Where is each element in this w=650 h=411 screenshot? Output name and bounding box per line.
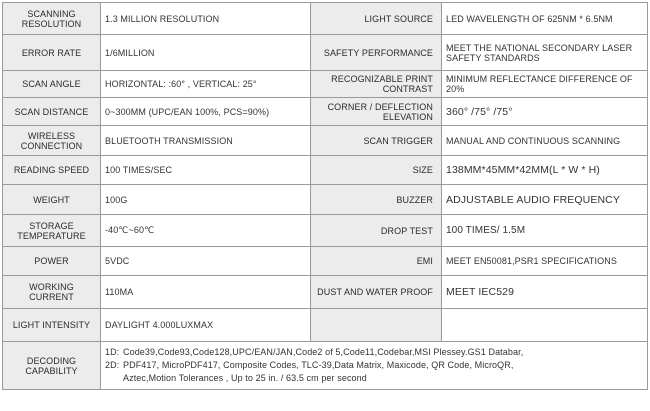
spec-value: 0~300MM (UPC/EAN 100%, PCS=90%)	[101, 98, 311, 126]
decoding-2d-tag: 2D:	[105, 360, 120, 370]
decoding-2d-text: PDF417, MicroPDF417, Composite Codes, TLC-39,Data Matrix, Maxicode, QR Code, MicroQR,	[123, 360, 514, 370]
spec-value: 100G	[101, 185, 311, 215]
spec-label: RECOGNIZABLE PRINT CONTRAST	[311, 71, 442, 98]
table-row	[3, 309, 648, 342]
spec-label: SCAN ANGLE	[3, 71, 101, 98]
decoding-row	[3, 342, 648, 390]
table-row	[3, 215, 648, 247]
spec-value: 1.3 MILLION RESOLUTION	[101, 3, 311, 35]
spec-label: ERROR RATE	[3, 35, 101, 71]
spec-label: WIRELESS CONNECTION	[3, 126, 101, 156]
spec-value: 5VDC	[101, 247, 311, 276]
spec-value: 100 TIMES/SEC	[101, 156, 311, 185]
spec-value: -40℃~60℃	[101, 215, 311, 247]
spec-label: LIGHT SOURCE	[311, 3, 442, 35]
spec-value: LED WAVELENGTH OF 625NM * 6.5NM	[442, 3, 648, 35]
decoding-1d-line	[105, 346, 643, 359]
spec-value: MANUAL AND CONTINUOUS SCANNING	[442, 126, 648, 156]
spec-value: 1/6MILLION	[101, 35, 311, 71]
spec-label: STORAGE TEMPERATURE	[3, 215, 101, 247]
spec-label: SIZE	[311, 156, 442, 185]
table-row	[3, 3, 648, 35]
decoding-label: DECODING CAPABILITY	[3, 342, 101, 390]
spec-value	[442, 309, 648, 342]
spec-value: DAYLIGHT 4.000LUXMAX	[101, 309, 311, 342]
spec-label: DUST AND WATER PROOF	[311, 276, 442, 309]
table-row	[3, 71, 648, 98]
table-row	[3, 276, 648, 309]
spec-label	[311, 309, 442, 342]
spec-label: SAFETY PERFORMANCE	[311, 35, 442, 71]
spec-value: 138MM*45MM*42MM(L * W * H)	[442, 156, 648, 185]
table-row	[3, 185, 648, 215]
spec-label: READING SPEED	[3, 156, 101, 185]
spec-value: BLUETOOTH TRANSMISSION	[101, 126, 311, 156]
spec-label: CORNER / DEFLECTION ELEVATION	[311, 98, 442, 126]
decoding-1d-text: Code39,Code93,Code128,UPC/EAN/JAN,Code2 of 5,Code11,Codebar,MSI Plessey.GS1 Databar,	[123, 347, 524, 357]
spec-label: WEIGHT	[3, 185, 101, 215]
spec-label: SCAN DISTANCE	[3, 98, 101, 126]
spec-label: WORKING CURRENT	[3, 276, 101, 309]
spec-label: LIGHT INTENSITY	[3, 309, 101, 342]
spec-value: ADJUSTABLE AUDIO FREQUENCY	[442, 185, 648, 215]
table-row	[3, 247, 648, 276]
decoding-1d-tag: 1D:	[105, 347, 120, 357]
spec-label: SCAN TRIGGER	[311, 126, 442, 156]
spec-table	[2, 2, 648, 390]
spec-label: BUZZER	[311, 185, 442, 215]
decoding-2d-line	[105, 359, 643, 372]
decoding-2d-continuation: Aztec,Motion Tolerances , Up to 25 in. / 63.5 cm per second	[123, 373, 367, 383]
table-row	[3, 126, 648, 156]
table-row	[3, 156, 648, 185]
spec-value: 100 TIMES/ 1.5M	[442, 215, 648, 247]
table-row	[3, 35, 648, 71]
spec-label: EMI	[311, 247, 442, 276]
spec-value: 110MA	[101, 276, 311, 309]
spec-value: MINIMUM REFLECTANCE DIFFERENCE OF 20%	[442, 71, 648, 98]
spec-value: MEET EN50081,PSR1 SPECIFICATIONS	[442, 247, 648, 276]
spec-value: HORIZONTAL: :60° , VERTICAL: 25°	[101, 71, 311, 98]
spec-value: MEET THE NATIONAL SECONDARY LASER SAFETY STANDARDS	[442, 35, 648, 71]
decoding-value	[101, 342, 648, 390]
spec-value: 360° /75° /75°	[442, 98, 648, 126]
spec-label: POWER	[3, 247, 101, 276]
spec-label: SCANNING RESOLUTION	[3, 3, 101, 35]
spec-label: DROP TEST	[311, 215, 442, 247]
spec-value: MEET IEC529	[442, 276, 648, 309]
table-row	[3, 98, 648, 126]
